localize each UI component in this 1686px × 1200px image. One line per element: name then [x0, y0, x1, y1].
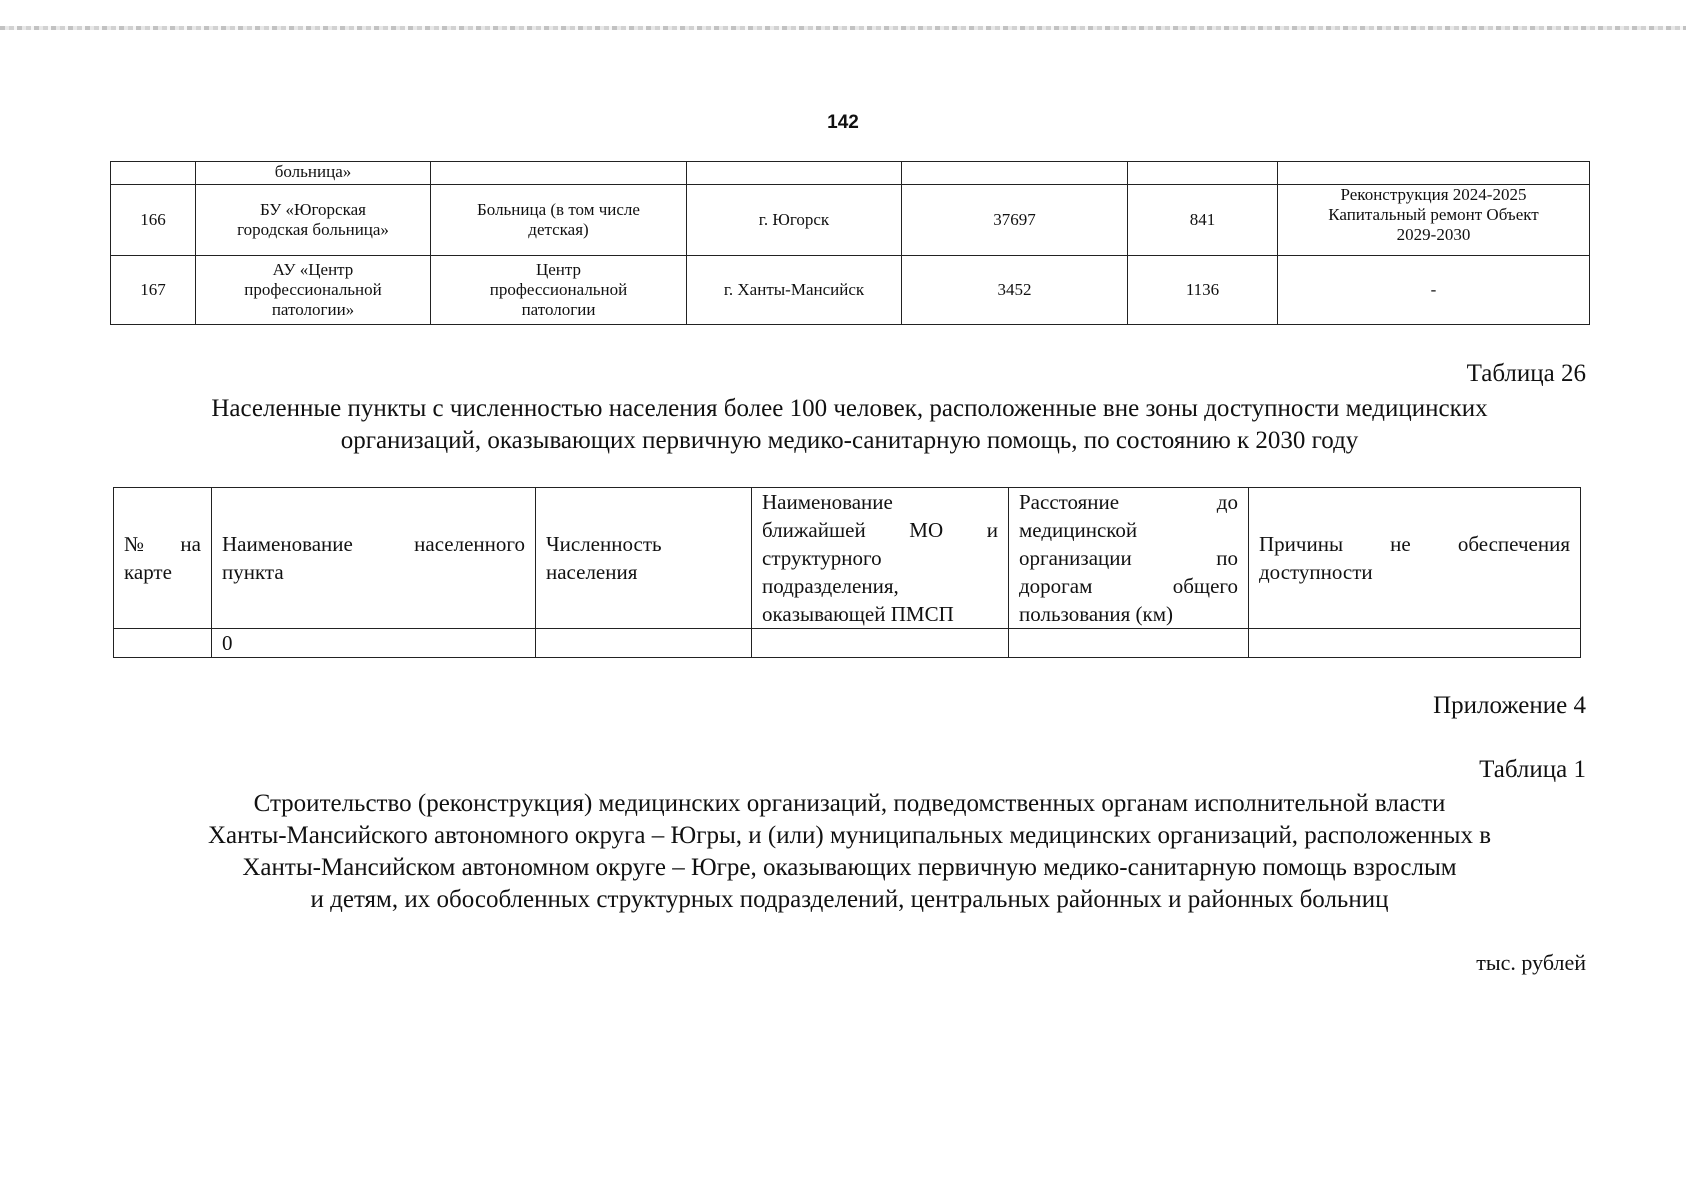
value-cell: 37697 — [902, 185, 1128, 256]
org-line: АУ «Центр — [272, 260, 354, 279]
type-cell — [431, 185, 687, 256]
table-row — [114, 629, 1581, 658]
header-line: Наименование населенного — [222, 532, 525, 556]
table-cell — [902, 162, 1128, 185]
table-header-row — [114, 488, 1581, 629]
title-line: Ханты-Мансийского автономного округа – Югры, и (или) муниципальных медицинских организаций, расположенных в — [207, 822, 1491, 849]
row-number-cell: 166 — [111, 185, 196, 256]
appendix-label: Приложение 4 — [1433, 692, 1586, 719]
org-line: городская больница» — [237, 220, 389, 239]
header-line: структурного — [762, 546, 882, 570]
header-line: № на — [124, 532, 201, 556]
header-line: подразделения, — [762, 574, 899, 598]
table-row — [111, 256, 1590, 325]
table26-title — [110, 393, 1589, 457]
header-line: доступности — [1259, 560, 1373, 584]
page-number: 142 — [827, 112, 859, 133]
table-cell — [1249, 629, 1581, 658]
type-line: патологии — [521, 300, 596, 319]
header-line: карте — [124, 560, 172, 584]
header-line: ближайшей МО и — [762, 518, 998, 542]
table-cell — [1128, 162, 1278, 185]
table-cell — [114, 629, 212, 658]
value-cell: 3452 — [902, 256, 1128, 325]
table-cell — [752, 629, 1009, 658]
header-line: пользования (км) — [1019, 602, 1174, 626]
type-line: профессиональной — [489, 280, 628, 299]
title-line: организаций, оказывающих первичную медико-санитарную помощь, по состоянию к 2030 году — [340, 427, 1359, 454]
header-population — [536, 488, 752, 629]
table1-label: Таблица 1 — [1479, 756, 1586, 783]
header-line: Наименование — [762, 490, 893, 514]
type-cell — [431, 256, 687, 325]
org-cell — [196, 256, 431, 325]
org-line: БУ «Югорская — [260, 200, 366, 219]
header-line: пункта — [222, 560, 284, 584]
table1-title — [110, 788, 1589, 916]
header-line: Расстояние до — [1019, 490, 1238, 514]
notes-cell — [1278, 185, 1590, 256]
title-line: Строительство (реконструкция) медицинских организаций, подведомственных органам исполнительной власти — [253, 790, 1446, 817]
title-line: Населенные пункты с численностью населения более 100 человек, расположенные вне зоны доступности медицинских — [211, 395, 1488, 422]
table-cell — [431, 162, 687, 185]
type-line: Больница (в том числе — [477, 200, 640, 219]
table-row — [111, 185, 1590, 256]
header-line: населения — [546, 560, 638, 584]
unit-label: тыс. рублей — [1476, 950, 1586, 975]
type-line: детская) — [528, 220, 589, 239]
table-row — [111, 162, 1590, 185]
header-line: дорогам общего — [1019, 574, 1238, 598]
header-nearest-mo — [752, 488, 1009, 629]
org-line: профессиональной — [244, 280, 382, 299]
settlements-table — [113, 487, 1581, 658]
table-cell — [1009, 629, 1249, 658]
org-line: патологии» — [271, 300, 355, 319]
header-reasons — [1249, 488, 1581, 629]
org-cell: больница» — [196, 162, 431, 185]
notes-line: Реконструкция 2024-2025 — [1340, 185, 1527, 204]
table-cell — [111, 162, 196, 185]
header-line: Причины не обеспечения — [1259, 532, 1570, 556]
location-cell: г. Югорск — [687, 185, 902, 256]
org-cell — [196, 185, 431, 256]
table-cell — [1278, 162, 1590, 185]
location-cell: г. Ханты-Мансийск — [687, 256, 902, 325]
header-line: Численность — [546, 532, 662, 556]
table-cell — [687, 162, 902, 185]
notes-line: 2029-2030 — [1396, 225, 1471, 244]
type-line: Центр — [535, 260, 582, 279]
table-cell — [536, 629, 752, 658]
settlement-cell: 0 — [212, 629, 536, 658]
title-line: Ханты-Мансийском автономном округе – Югре, оказывающих первичную медико-санитарную помощь взрослым — [242, 854, 1457, 881]
scan-artifact-line — [0, 26, 1686, 30]
header-settlement — [212, 488, 536, 629]
notes-cell: - — [1278, 256, 1590, 325]
value-cell: 1136 — [1128, 256, 1278, 325]
notes-line: Капитальный ремонт Объект — [1328, 205, 1539, 224]
row-number-cell: 167 — [111, 256, 196, 325]
header-num — [114, 488, 212, 629]
title-line: и детям, их обособленных структурных подразделений, центральных районных и районных больниц — [310, 886, 1389, 913]
header-distance — [1009, 488, 1249, 629]
hospital-table-continuation — [110, 161, 1590, 325]
header-line: медицинской — [1019, 518, 1138, 542]
header-line: организации по — [1019, 546, 1238, 570]
value-cell: 841 — [1128, 185, 1278, 256]
table26-label: Таблица 26 — [1466, 360, 1586, 387]
header-line: оказывающей ПМСП — [762, 602, 954, 626]
